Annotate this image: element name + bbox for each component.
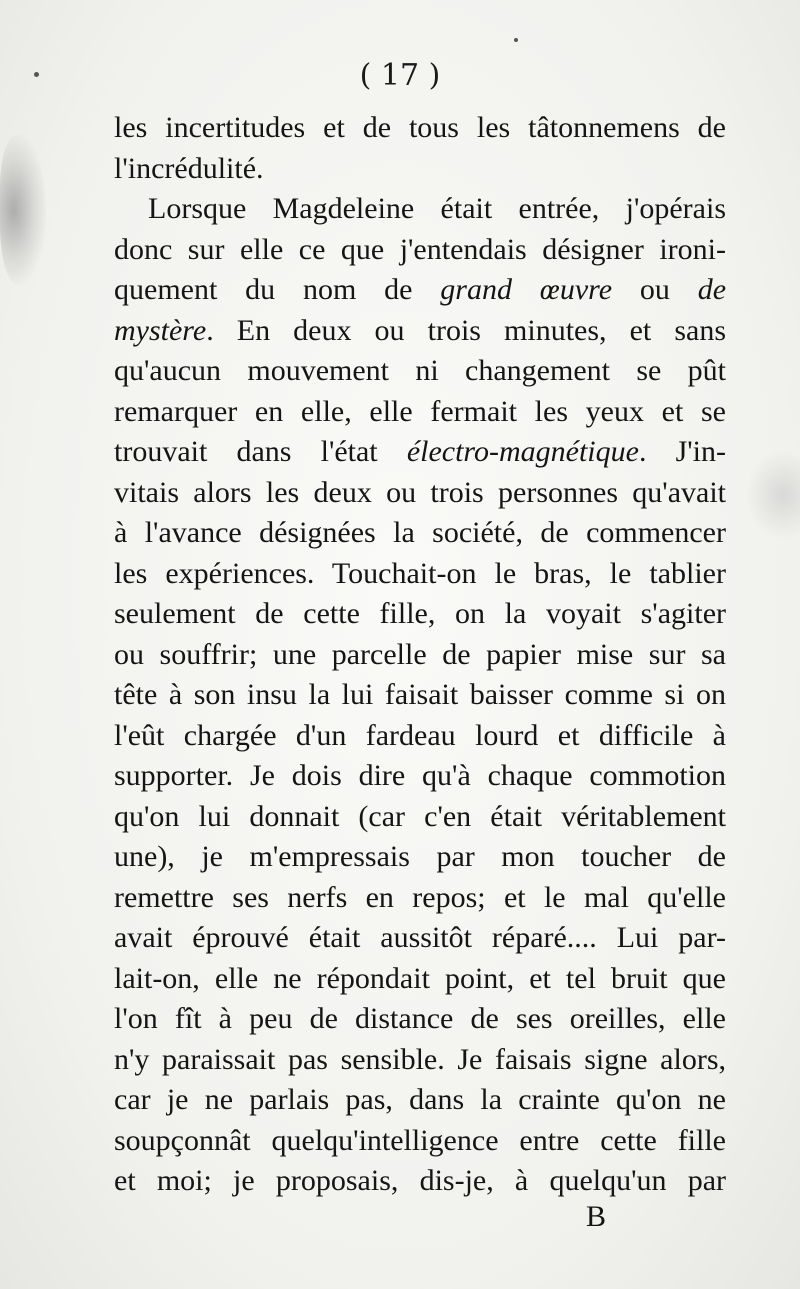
italic-phrase: mystère: [114, 313, 207, 347]
text-line: [114, 1121, 726, 1162]
text-segment: une), je m'empressais par mon toucher de: [114, 840, 726, 873]
text-segment: n'y paraissait pas sensible. Je faisais signe alors,: [114, 1042, 726, 1076]
text-segment: soupçonnât quelqu'intelligence entre cette fille: [114, 1123, 726, 1157]
text-segment: trouvait dans l'état: [114, 435, 407, 468]
text-line: [114, 108, 726, 149]
text-line: [114, 432, 726, 473]
text-segment: qu'aucun mouvement ni changement se pût: [114, 354, 726, 387]
text-line: [114, 959, 726, 1000]
text-line: [114, 756, 726, 797]
text-segment: car je ne parlais pas, dans la crainte qu'on ne: [114, 1083, 726, 1116]
text-segment: les incertitudes et de tous les tâtonnemens de: [114, 111, 726, 144]
text-segment: qu'on lui donnait (car c'en était véritablement: [114, 799, 726, 833]
text-line: [114, 716, 726, 757]
text-line: [114, 513, 726, 554]
text-line: [114, 837, 726, 878]
text-line: [114, 1040, 726, 1081]
text-line: [114, 230, 726, 271]
text-line: [114, 1080, 726, 1121]
paper-stain-right: [745, 450, 800, 540]
text-segment: et moi; je proposais, dis-je, à quelqu'un par: [114, 1164, 726, 1197]
text-segment: tête à son insu la lui faisait baisser comme si on: [114, 678, 726, 711]
text-segment: à l'avance désignées la société, de commencer: [114, 516, 726, 549]
text-segment: l'on fît à peu de distance de ses oreilles, elle: [114, 1002, 726, 1035]
text-segment: vitais alors les deux ou trois personnes qu'avait: [114, 475, 726, 509]
text-line: [114, 1161, 726, 1202]
text-segment: ou: [612, 273, 698, 306]
text-line: [114, 270, 726, 311]
text-line: [114, 675, 726, 716]
text-line: [114, 918, 726, 959]
italic-phrase: grand œuvre: [440, 273, 613, 306]
text-segment: . J'in-: [638, 435, 727, 468]
text-segment: ou souffrir; une parcelle de papier mise sur sa: [114, 637, 726, 671]
text-line: [114, 392, 726, 433]
text-segment: lait-on, elle ne répondait point, et tel bruit que: [114, 961, 726, 995]
text-segment: remarquer en elle, elle fermait les yeux et se: [114, 394, 726, 428]
text-segment: remettre ses nerfs en repos; et le mal qu'elle: [114, 880, 726, 914]
body-text: [114, 108, 726, 1202]
text-segment: quement du nom de: [114, 273, 441, 306]
paper-stain-left: [0, 135, 46, 285]
text-segment: seulement de cette fille, on la voyait s'agiter: [114, 597, 726, 630]
text-segment: avait éprouvé était aussitôt réparé.... Lui par-: [114, 921, 726, 954]
text-segment: donc sur elle ce que j'entendais désigner ironi-: [114, 232, 726, 266]
text-line: [114, 351, 726, 392]
text-segment: les expériences. Touchait-on le bras, le tablier: [114, 556, 726, 590]
ink-speck: [514, 38, 518, 42]
text-line: [114, 635, 726, 676]
text-segment: supporter. Je dois dire qu'à chaque commotion: [114, 759, 726, 792]
text-line: [114, 999, 726, 1040]
italic-phrase: de: [697, 273, 727, 306]
text-line: [114, 311, 726, 352]
text-line: [114, 554, 726, 595]
text-line: [114, 797, 726, 838]
text-segment: l'eût chargée d'un fardeau lourd et difficile à: [114, 718, 726, 752]
text-segment: . En deux ou trois minutes, et sans: [206, 313, 726, 347]
page-number: ( 17 ): [359, 58, 441, 93]
text-segment: Lorsque Magdeleine était entrée, j'opérais: [148, 192, 726, 225]
italic-phrase: électro-magnétique: [406, 435, 639, 468]
text-line: [114, 149, 726, 190]
text-segment: l'incrédulité.: [114, 151, 264, 185]
text-line: [114, 878, 726, 919]
text-line: [114, 473, 726, 514]
text-line: [114, 594, 726, 635]
text-line: [114, 189, 726, 230]
signature-mark: B: [586, 1200, 607, 1233]
